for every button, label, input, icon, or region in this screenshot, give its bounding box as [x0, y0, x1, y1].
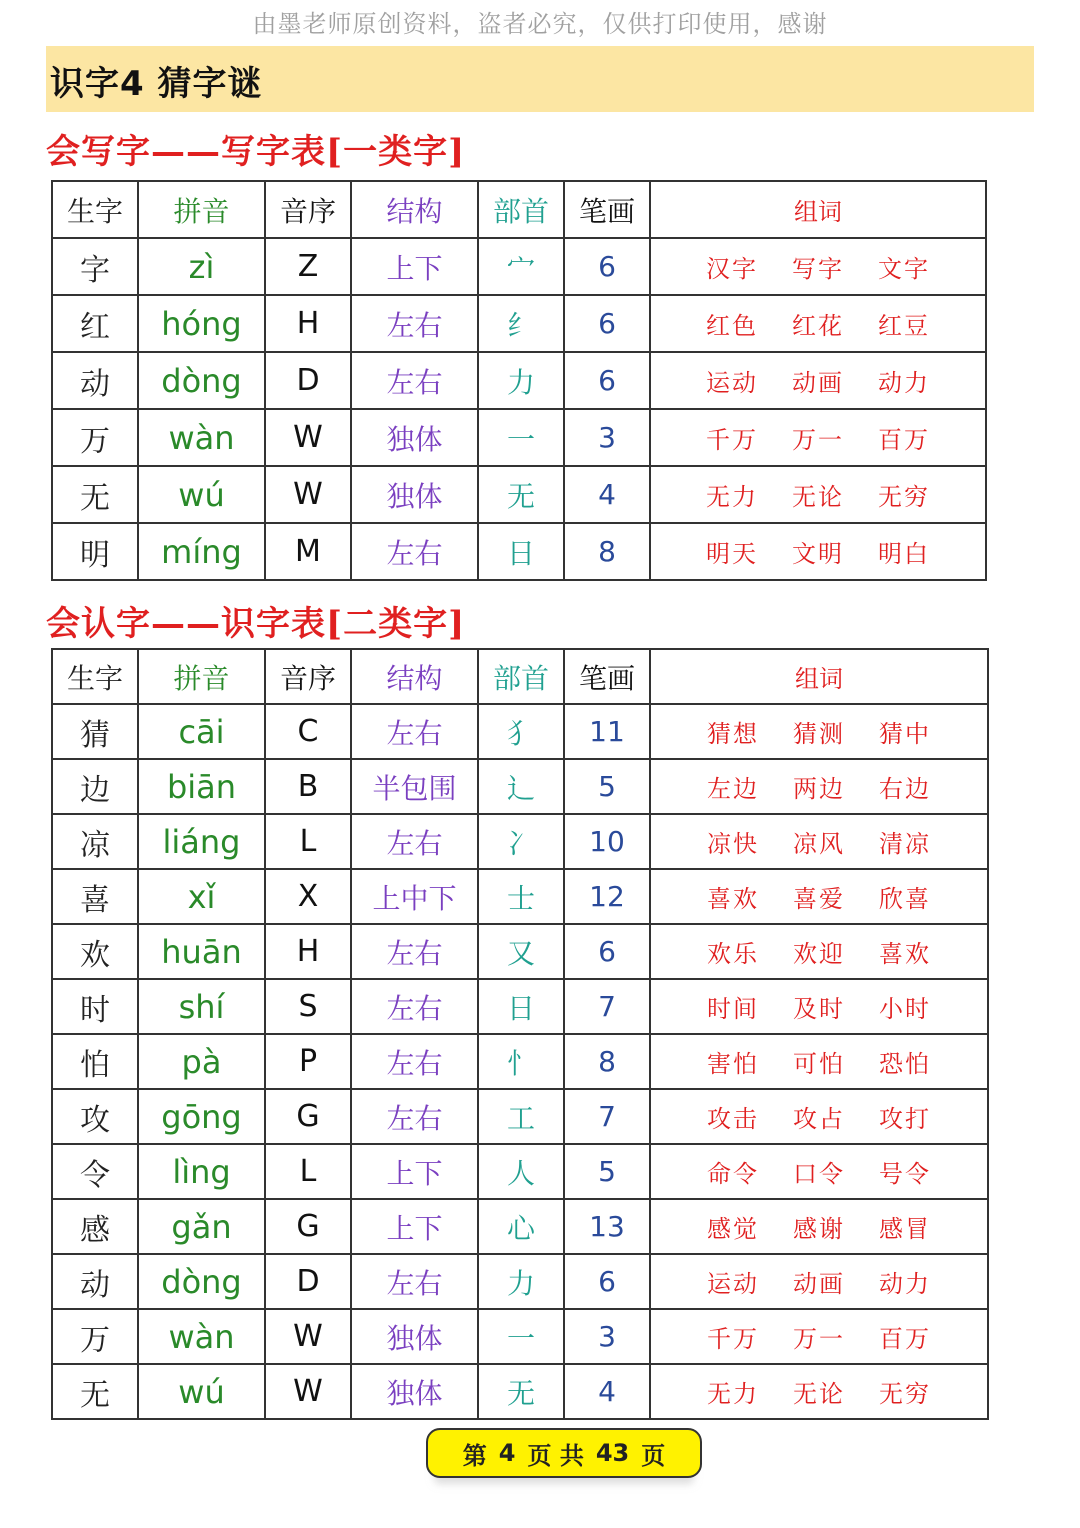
strokes-cell: 6 [564, 352, 650, 409]
word-item: 文明 [792, 540, 844, 568]
strokes-cell: 5 [564, 1144, 650, 1199]
table-row [52, 1309, 988, 1364]
words-cell [650, 759, 988, 814]
footer-page-number: 4 [498, 1439, 516, 1467]
sequence-cell: H [265, 295, 351, 352]
footer-total-pages: 43 [595, 1439, 630, 1467]
word-item: 号令 [879, 1160, 931, 1188]
table-row [52, 1144, 988, 1199]
word-item: 百万 [879, 1325, 931, 1353]
radical-cell: 辶 [478, 759, 564, 814]
table-row [52, 869, 988, 924]
word-item: 小时 [879, 995, 931, 1023]
word-item: 清凉 [879, 830, 931, 858]
strokes-cell: 10 [564, 814, 650, 869]
words-cell [650, 238, 986, 295]
header-strokes: 笔画 [564, 181, 650, 238]
radical-cell: 心 [478, 1199, 564, 1254]
word-item: 凉风 [793, 830, 845, 858]
strokes-cell: 11 [564, 704, 650, 759]
sequence-cell: Z [265, 238, 351, 295]
structure-cell: 左右 [351, 1034, 478, 1089]
char-cell: 万 [52, 1309, 138, 1364]
structure-cell: 上下 [351, 1144, 478, 1199]
word-item: 恐怕 [879, 1050, 931, 1078]
char-cell: 动 [52, 352, 138, 409]
word-item: 喜欢 [879, 940, 931, 968]
footer-mid: 页 共 [527, 1441, 584, 1470]
pinyin-cell: liáng [138, 814, 265, 869]
sequence-cell: W [265, 1309, 351, 1364]
strokes-cell: 7 [564, 979, 650, 1034]
pinyin-cell: dòng [138, 1254, 265, 1309]
words-cell [650, 523, 986, 580]
word-item: 万一 [792, 426, 844, 454]
header-struct: 结构 [351, 649, 478, 704]
section-heading-write: 会写字——写字表[一类字] [46, 132, 466, 172]
word-item: 动画 [793, 1270, 845, 1298]
words-cell [650, 466, 986, 523]
strokes-cell: 3 [564, 409, 650, 466]
structure-cell: 左右 [351, 704, 478, 759]
char-cell: 无 [52, 466, 138, 523]
structure-cell: 半包围 [351, 759, 478, 814]
words-cell [650, 924, 988, 979]
word-item: 两边 [793, 775, 845, 803]
header-radical: 部首 [478, 649, 564, 704]
words-cell [650, 1144, 988, 1199]
structure-cell: 左右 [351, 979, 478, 1034]
page-indicator [426, 1428, 702, 1478]
pinyin-cell: míng [138, 523, 265, 580]
word-item: 猜想 [707, 720, 759, 748]
word-item: 攻占 [793, 1105, 845, 1133]
table-row [52, 1089, 988, 1144]
strokes-cell: 8 [564, 1034, 650, 1089]
word-item: 时间 [707, 995, 759, 1023]
table-row [52, 238, 986, 295]
radical-cell: 无 [478, 466, 564, 523]
radical-cell: 力 [478, 1254, 564, 1309]
structure-cell: 独体 [351, 409, 478, 466]
word-item: 欢乐 [707, 940, 759, 968]
structure-cell: 独体 [351, 1364, 478, 1419]
strokes-cell: 6 [564, 295, 650, 352]
word-item: 喜欢 [707, 885, 759, 913]
word-item: 明白 [878, 540, 930, 568]
header-seq: 音序 [265, 181, 351, 238]
radical-cell: 人 [478, 1144, 564, 1199]
radical-cell: 一 [478, 1309, 564, 1364]
radical-cell: 日 [478, 979, 564, 1034]
strokes-cell: 4 [564, 1364, 650, 1419]
words-cell [650, 409, 986, 466]
radical-cell: 纟 [478, 295, 564, 352]
sequence-cell: M [265, 523, 351, 580]
word-item: 攻打 [879, 1105, 931, 1133]
pinyin-cell: wú [138, 466, 265, 523]
word-item: 万一 [793, 1325, 845, 1353]
pinyin-cell: biān [138, 759, 265, 814]
word-item: 千万 [707, 1325, 759, 1353]
strokes-cell: 6 [564, 1254, 650, 1309]
words-cell [650, 1089, 988, 1144]
radical-cell: 冫 [478, 814, 564, 869]
header-pinyin: 拼音 [138, 181, 265, 238]
table-row [52, 295, 986, 352]
pinyin-cell: wàn [138, 409, 265, 466]
word-item: 动力 [878, 369, 930, 397]
pinyin-cell: gǎn [138, 1199, 265, 1254]
structure-cell: 上下 [351, 1199, 478, 1254]
char-cell: 时 [52, 979, 138, 1034]
char-cell: 令 [52, 1144, 138, 1199]
char-cell: 无 [52, 1364, 138, 1419]
table-row [52, 1364, 988, 1419]
title-banner [46, 46, 1034, 112]
radical-cell: 士 [478, 869, 564, 924]
structure-cell: 左右 [351, 1089, 478, 1144]
word-item: 感冒 [879, 1215, 931, 1243]
header-pinyin: 拼音 [138, 649, 265, 704]
structure-cell: 上下 [351, 238, 478, 295]
word-item: 文字 [878, 255, 930, 283]
word-item: 红色 [706, 312, 758, 340]
table-row [52, 924, 988, 979]
pinyin-cell: gōng [138, 1089, 265, 1144]
header-radical: 部首 [478, 181, 564, 238]
pinyin-cell: wàn [138, 1309, 265, 1364]
sequence-cell: G [265, 1089, 351, 1144]
word-item: 无穷 [879, 1380, 931, 1408]
word-item: 红花 [792, 312, 844, 340]
char-cell: 字 [52, 238, 138, 295]
word-item: 喜爱 [793, 885, 845, 913]
watermark-text: 由墨老师原创资料，盗者必究，仅供打印使用，感谢 [252, 10, 828, 38]
sequence-cell: W [265, 466, 351, 523]
sequence-cell: W [265, 409, 351, 466]
strokes-cell: 7 [564, 1089, 650, 1144]
radical-cell: 工 [478, 1089, 564, 1144]
char-cell: 怕 [52, 1034, 138, 1089]
recognize-characters-table [51, 648, 989, 1420]
table-row [52, 1254, 988, 1309]
strokes-cell: 6 [564, 924, 650, 979]
header-seq: 音序 [265, 649, 351, 704]
words-cell [650, 1254, 988, 1309]
radical-cell: 忄 [478, 1034, 564, 1089]
word-item: 无力 [706, 483, 758, 511]
pinyin-cell: hóng [138, 295, 265, 352]
pinyin-cell: pà [138, 1034, 265, 1089]
char-cell: 攻 [52, 1089, 138, 1144]
word-item: 可怕 [793, 1050, 845, 1078]
strokes-cell: 12 [564, 869, 650, 924]
strokes-cell: 3 [564, 1309, 650, 1364]
header-char: 生字 [52, 649, 138, 704]
word-item: 感觉 [707, 1215, 759, 1243]
table-row [52, 409, 986, 466]
word-item: 欣喜 [879, 885, 931, 913]
table-header-row [52, 649, 988, 704]
sequence-cell: C [265, 704, 351, 759]
radical-cell: 力 [478, 352, 564, 409]
word-item: 及时 [793, 995, 845, 1023]
header-strokes: 笔画 [564, 649, 650, 704]
structure-cell: 左右 [351, 814, 478, 869]
strokes-cell: 13 [564, 1199, 650, 1254]
word-item: 红豆 [878, 312, 930, 340]
footer-suffix: 页 [641, 1441, 666, 1470]
word-item: 欢迎 [793, 940, 845, 968]
word-item: 凉快 [707, 830, 759, 858]
word-item: 左边 [707, 775, 759, 803]
words-cell [650, 1034, 988, 1089]
word-item: 无论 [792, 483, 844, 511]
word-item: 无力 [707, 1380, 759, 1408]
table-row [52, 466, 986, 523]
word-item: 右边 [879, 775, 931, 803]
words-cell [650, 1199, 988, 1254]
char-cell: 动 [52, 1254, 138, 1309]
sequence-cell: H [265, 924, 351, 979]
char-cell: 红 [52, 295, 138, 352]
table-row [52, 979, 988, 1034]
words-cell [650, 1364, 988, 1419]
structure-cell: 上中下 [351, 869, 478, 924]
word-item: 动画 [792, 369, 844, 397]
sequence-cell: L [265, 1144, 351, 1199]
radical-cell: 一 [478, 409, 564, 466]
words-cell [650, 704, 988, 759]
sequence-cell: G [265, 1199, 351, 1254]
pinyin-cell: wú [138, 1364, 265, 1419]
sequence-cell: X [265, 869, 351, 924]
radical-cell: 日 [478, 523, 564, 580]
word-item: 运动 [707, 1270, 759, 1298]
structure-cell: 独体 [351, 466, 478, 523]
sequence-cell: D [265, 352, 351, 409]
section-heading-recognize: 会认字——识字表[二类字] [46, 604, 466, 644]
table-row [52, 814, 988, 869]
word-item: 感谢 [793, 1215, 845, 1243]
structure-cell: 左右 [351, 924, 478, 979]
pinyin-cell: zì [138, 238, 265, 295]
char-cell: 万 [52, 409, 138, 466]
word-item: 百万 [878, 426, 930, 454]
radical-cell: 无 [478, 1364, 564, 1419]
sequence-cell: L [265, 814, 351, 869]
word-item: 动力 [879, 1270, 931, 1298]
radical-cell: 犭 [478, 704, 564, 759]
sequence-cell: B [265, 759, 351, 814]
words-cell [650, 814, 988, 869]
char-cell: 欢 [52, 924, 138, 979]
char-cell: 喜 [52, 869, 138, 924]
word-item: 无论 [793, 1380, 845, 1408]
table-row [52, 352, 986, 409]
structure-cell: 左右 [351, 1254, 478, 1309]
strokes-cell: 5 [564, 759, 650, 814]
word-item: 明天 [706, 540, 758, 568]
table-row [52, 704, 988, 759]
table-row [52, 1034, 988, 1089]
char-cell: 猜 [52, 704, 138, 759]
words-cell [650, 295, 986, 352]
word-item: 猜中 [879, 720, 931, 748]
table-row [52, 1199, 988, 1254]
header-char: 生字 [52, 181, 138, 238]
word-item: 汉字 [706, 255, 758, 283]
pinyin-cell: shí [138, 979, 265, 1034]
sequence-cell: P [265, 1034, 351, 1089]
word-item: 写字 [792, 255, 844, 283]
structure-cell: 左右 [351, 523, 478, 580]
words-cell [650, 979, 988, 1034]
word-item: 运动 [706, 369, 758, 397]
char-cell: 明 [52, 523, 138, 580]
pinyin-cell: dòng [138, 352, 265, 409]
pinyin-cell: cāi [138, 704, 265, 759]
write-characters-table [51, 180, 987, 581]
strokes-cell: 6 [564, 238, 650, 295]
words-cell [650, 869, 988, 924]
sequence-cell: W [265, 1364, 351, 1419]
header-words: 组词 [650, 181, 986, 238]
pinyin-cell: xǐ [138, 869, 265, 924]
char-cell: 凉 [52, 814, 138, 869]
word-item: 猜测 [793, 720, 845, 748]
strokes-cell: 4 [564, 466, 650, 523]
word-item: 口令 [793, 1160, 845, 1188]
page-title: 识字4 猜字谜 [50, 64, 263, 104]
header-struct: 结构 [351, 181, 478, 238]
pinyin-cell: lìng [138, 1144, 265, 1199]
structure-cell: 左右 [351, 295, 478, 352]
char-cell: 感 [52, 1199, 138, 1254]
word-item: 无穷 [878, 483, 930, 511]
table-row [52, 759, 988, 814]
words-cell [650, 1309, 988, 1364]
sequence-cell: S [265, 979, 351, 1034]
structure-cell: 独体 [351, 1309, 478, 1364]
word-item: 攻击 [707, 1105, 759, 1133]
sequence-cell: D [265, 1254, 351, 1309]
table-row [52, 523, 986, 580]
words-cell [650, 352, 986, 409]
footer-prefix: 第 [462, 1441, 487, 1470]
header-words: 组词 [650, 649, 988, 704]
table-header-row [52, 181, 986, 238]
radical-cell: 又 [478, 924, 564, 979]
strokes-cell: 8 [564, 523, 650, 580]
pinyin-cell: huān [138, 924, 265, 979]
radical-cell: 宀 [478, 238, 564, 295]
word-item: 害怕 [707, 1050, 759, 1078]
char-cell: 边 [52, 759, 138, 814]
structure-cell: 左右 [351, 352, 478, 409]
word-item: 命令 [707, 1160, 759, 1188]
word-item: 千万 [706, 426, 758, 454]
